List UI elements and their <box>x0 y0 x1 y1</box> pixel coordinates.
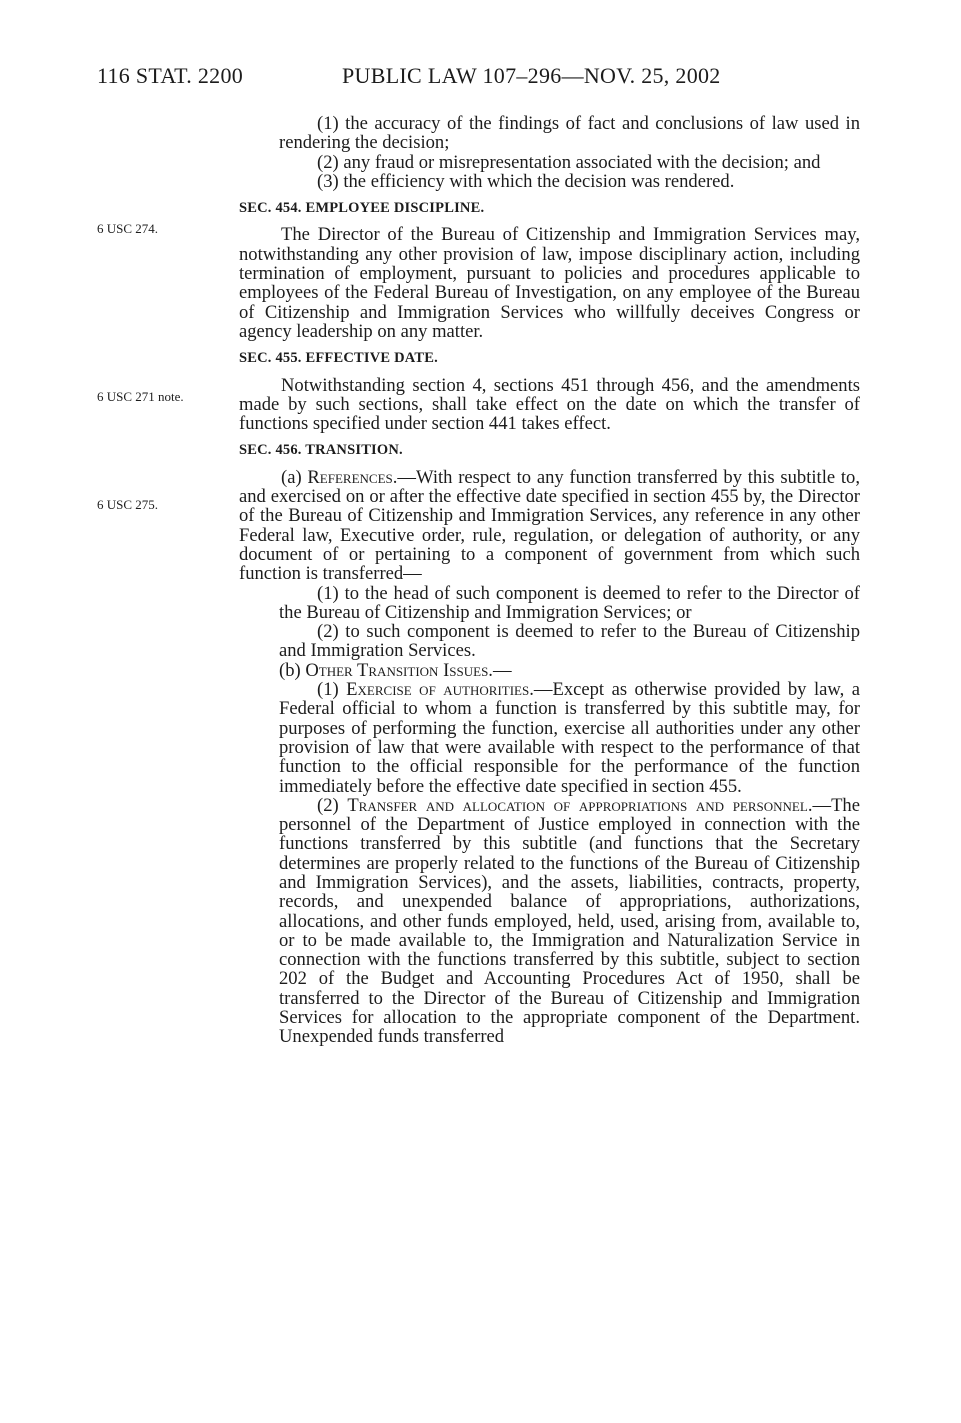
intro-item-1: (1) the accuracy of the findings of fact and conclusions of law used in rendering the decision; <box>279 113 860 154</box>
subsection-b1-caption: Exercise of authorities <box>346 679 530 701</box>
subsection-a-label: (a) <box>281 466 308 488</box>
subsection-b2-text: .—The personnel of the Department of Justice employed in connection with the functions transferred by this subtitle (and functions that the Secretary determines are properly related to the functions of the Bureau of Citizenship and Immigration Services), and the assets, liabilities, contracts, property, records, and unexpended balance of appropriations, authorizations, allocations, and other funds employed, held, used, arising from, available to, or to be made available to, the Immigration and Naturalization Service in connection with the functions transferred by this subtitle, subject to section 202 of the Budget and Accounting Procedures Act of 1950, shall be transferred to the Director of the Bureau of Citizenship and Immigration Services for allocation to the appropriate component of the Department. Unexpended funds transferred <box>279 794 860 1048</box>
subsection-a-item-1: (1) to the head of such component is deemed to refer to the Director of the Bureau of Citizenship and Immigration Services; or <box>279 582 860 623</box>
page-header-title: PUBLIC LAW 107–296—NOV. 25, 2002 <box>342 63 721 88</box>
intro-item-2: (2) any fraud or misrepresentation associated with the decision; and <box>317 151 821 173</box>
subsection-b-label: (b) <box>279 659 306 681</box>
margin-note-sec-455: 6 USC 271 note. <box>97 389 184 404</box>
subsection-b-item-1 <box>279 680 860 796</box>
subsection-b1-label: (1) <box>317 679 347 701</box>
subsection-a-item-2: (2) to such component is deemed to refer to the Bureau of Citizenship and Immigration Services. <box>279 621 860 662</box>
subsection-b-item-2 <box>279 796 860 1047</box>
subsection-a-text: .—With respect to any function transferred by this subtitle to, and exercised on or after the effective date specified in section 455 by, the Director of the Bureau of Citizenship and Immigration Services, any reference in any other Federal law, Executive order, rule, regulation, or delegation of authority, or any document of or pertaining to a component of government from which such function is transferred— <box>239 466 860 585</box>
subsection-b2-caption: Transfer and allocation of appropriations and personnel <box>347 794 808 816</box>
section-456-heading: SEC. 456. TRANSITION. <box>239 442 403 459</box>
intro-item-3: (3) the efficiency with which the decision was rendered. <box>317 170 735 192</box>
statute-citation: 116 STAT. 2200 <box>97 63 244 88</box>
section-455-heading: SEC. 455. EFFECTIVE DATE. <box>239 350 438 367</box>
section-454-heading: SEC. 454. EMPLOYEE DISCIPLINE. <box>239 200 485 217</box>
subsection-a-caption: References <box>307 466 393 488</box>
subsection-b1-text: .—Except as otherwise provided by law, a Federal official to whom a function is transferred by this subtitle may, for purposes of performing the function, exercise all authorities under any other provision of law that were available with respect to the performance of that function to the official responsible for the performance of the function immediately before the effective date specified in section 455. <box>279 679 860 797</box>
subsection-a <box>239 468 860 584</box>
section-454-text: The Director of the Bureau of Citizenship and Immigration Services may, notwithstanding any other provision of law, impose disciplinary action, including termination of employment, pursuant to policies and procedures applicable to employees of the Federal Bureau of Investigation, on any employee of the Bureau of Citizenship and Immigration Services who willfully deceives Congress or agency leadership on any matter. <box>239 224 860 342</box>
subsection-b <box>279 661 860 680</box>
body-text <box>239 114 860 1047</box>
subsection-b-text: .— <box>488 659 512 681</box>
subsection-b2-label: (2) <box>317 794 348 816</box>
subsection-b-caption: Other Transition Issues <box>305 659 489 681</box>
section-455-text: Notwithstanding section 4, sections 451 through 456, and the amendments made by such sections, shall take effect on the date on which the transfer of functions specified under section 441 takes effect. <box>239 374 860 435</box>
margin-note-sec-456: 6 USC 275. <box>97 497 159 512</box>
margin-note-sec-454: 6 USC 274. <box>97 221 159 236</box>
